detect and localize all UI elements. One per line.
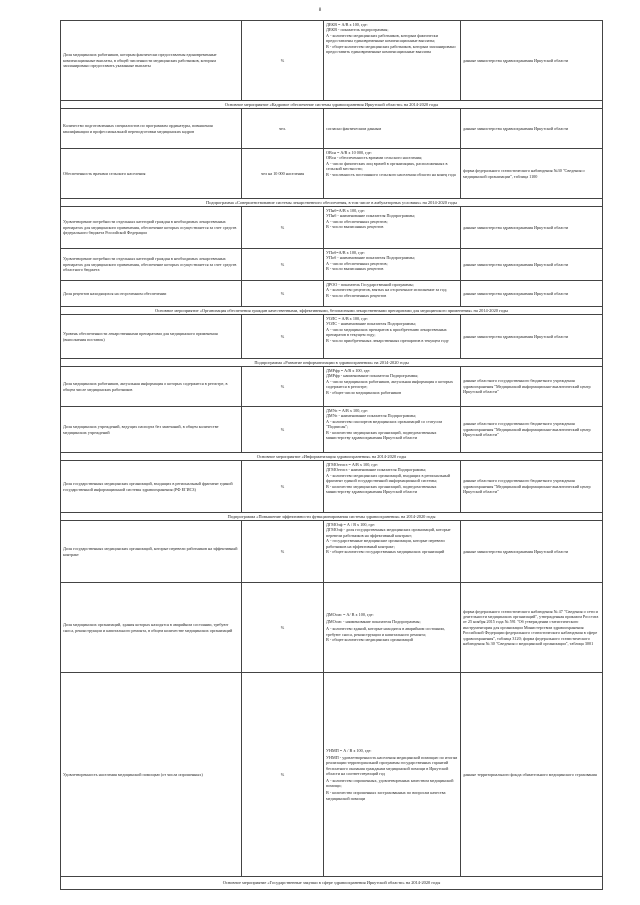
formula: ДГМОегисз = А/В х 100, где: ДГМОегисз - наименование показателя Подпрограммы; А - количество медицинских организаций, входящих в региональный фрагмент единой государственной информационной системы; В - количество медицинских организаций, подведомственных министерству здравоохранения Иркутской области [324, 461, 461, 512]
table-row [61, 281, 602, 307]
table-row [61, 461, 602, 513]
indicator-name: Удовлетворенность населения медицинской помощью (от числа опрошенных) [61, 673, 242, 876]
section-heading: Основное мероприятие «Информатизация здравоохранения» на 2014-2020 годы [61, 453, 602, 461]
formula: согласно фактическим данным [324, 109, 461, 148]
unit: % [242, 367, 324, 406]
indicator-name: Обеспеченность врачами сельского населения [61, 149, 242, 198]
formula: УОЛС = А/В х 100, где: УОЛС - наименование показателя Подпрограммы; А - число медицинских препаратов к приобретению лекарственных препаратов в текущем году; В - число приобретенных лекарственных препаратов в текущем году [324, 315, 461, 358]
unit: чел на 10 000 населения [242, 149, 324, 198]
indicator-name: Удовлетворение потребности отдельных категорий граждан в необходимых лекарственных препаратах для медицинского применения, обеспечение которых осуществляется за счет средств областного бюджета [61, 249, 242, 280]
data-source: данные областного государственного бюджетного учреждения здравоохранения "Медицинский информационно-аналитический центр Иркутской области" [463, 378, 591, 395]
data-source: форма федерального статистического наблюдения №30 "Сведения о медицинской организации", таблица 1100 [463, 168, 585, 179]
formula: ДМРфр = А/В х 100, где: ДМРфр - наименование показателя Подпрограммы; А - число медицинских работников, актуальная информация о которых содержится в регистре; В - общее число медицинских работников [324, 367, 461, 406]
indicator-name: Количество подготовленных специалистов по программам ординатуры, повышения квалификации и профессиональной переподготовки медицинских кадров [61, 109, 242, 148]
indicator-name: Доля медицинских работников, актуальная информация о которых содержится в регистре, в общем числе медицинских работников [61, 367, 242, 406]
indicator-name: Доля государственных медицинских организаций, входящих в региональный фрагмент единой государственной информационной системы здравоохранения (РФ ЕГИСЗ) [61, 461, 242, 512]
indicator-name: Уровень обеспеченности лекарственными препаратами для медицинского применения (выполнения поставок) [61, 315, 242, 358]
indicator-name: Доля медицинских организаций, здания которых находятся в аварийном состоянии, требуют сноса, реконструкции и капитального ремонта, в общем количестве медицинских организаций [61, 583, 242, 672]
unit: % [242, 673, 324, 876]
table-row [61, 367, 602, 407]
table-row [61, 21, 602, 101]
unit: % [242, 281, 324, 306]
data-source: данные министерства здравоохранения Иркутской области [463, 548, 569, 554]
section-heading: Основное мероприятие «Государственные закупки в сфере здравоохранения Иркутской области» на 2014-2020 годы [222, 880, 441, 886]
table-row [61, 149, 602, 199]
data-source: данные министерства здравоохранения Иркутской области [463, 333, 569, 339]
data-source: данные министерства здравоохранения Иркутской области [463, 261, 569, 267]
data-source: данные областного государственного бюджетного учреждения здравоохранения "Медицинский информационно-аналитический центр Иркутской области" [463, 421, 591, 438]
data-source: данные территориального фонда обязательного медицинского страхования [463, 771, 597, 777]
unit: % [242, 407, 324, 452]
data-source: данные областного государственного бюджетного учреждения здравоохранения "Медицинский информационно-аналитический центр Иркутской области" [463, 478, 591, 495]
table-row [61, 521, 602, 583]
unit: % [242, 583, 324, 672]
section-heading: Подпрограмма «Совершенствование системы лекарственного обеспечения, в том числе в амбулаторных условиях» на 2014-2020 годы [61, 199, 602, 207]
data-source: данные министерства здравоохранения Иркутской области [463, 290, 569, 296]
section-heading: Основное мероприятие «Организация обеспечения граждан качественными, эффективными, безопасными лекарственными препаратами для медицинского применения» на 2014-2020 годы [61, 307, 602, 315]
formula: УПнб=А/В х 100, где: УПнб - наименование показателя Подпрограммы; А - число обеспеченных рецептов; В - число выписанных рецептов [324, 207, 461, 248]
indicator-name: Доля государственных медицинских организаций, которые перевели работников на эффективный контракт [61, 521, 242, 582]
data-source: данные министерства здравоохранения Иркутской области [463, 224, 569, 230]
data-source: форма федерального статистического наблюдения № 47 "Сведения о сети и деятельности медицинских организаций", утвержденная приказом Росстата от 25 ноября 2015 года № 591 "Об утверждении статистического инструментария для организации Министерством здравоохранения Российской Федерации федерального статистического наблюдения в сфере здравоохранения", таблица 3120; форма федерального статистического наблюдения № 30 "Сведения о медицинской организации", таблица 3001 [463, 608, 599, 647]
unit: % [242, 461, 324, 512]
formula: ДРОО - показатель Государственной программы; А - количество рецептов, взятых на отсроченное исполнение за год; В - число обеспеченных рецептов [324, 281, 461, 306]
table-row [61, 583, 602, 673]
indicator-name: Доля медицинских учреждений, ведущих паспорта без замечаний, в общем количестве медицинских учреждений [61, 407, 242, 452]
data-source: данные министерства здравоохранения Иркутской области [463, 125, 569, 131]
table-row [61, 207, 602, 249]
table-row [61, 109, 602, 149]
unit: % [242, 521, 324, 582]
unit: % [242, 315, 324, 358]
data-source: данные министерства здравоохранения Иркутской области [463, 57, 569, 63]
unit: % [242, 207, 324, 248]
unit: чел. [242, 109, 324, 148]
formula: УПоб=А/В х 100, где: УПоб - наименование показателя Подпрограммы; А - число обеспеченных рецептов; В - число выписанных рецептов [324, 249, 461, 280]
formula: ДГМОэф = А / В х 100, где: ДГМОэф - доля государственных медицинских организаций, которые перевели работников на эффективный контракт; А - государственные медицинские организации, которые перевели работников на эффективный контракт; В - общее количество государственных медицинских организаций [324, 521, 461, 582]
table-row [61, 315, 602, 359]
indicator-table [60, 20, 603, 890]
formula: ДЕКВ = А/В х 100, где: ДЕКВ - показатель подпрограммы; А - количество медицинских работников, которым фактически предоставлены единовременные компенсационные выплаты; В - общее количество медицинских работников, которым запланировано предоставить единовременные компенсационные выплаты [324, 21, 461, 100]
section-heading: Основное мероприятие «Кадровое обеспечение системы здравоохранения Иркутской области» на 2014-2020 годы [61, 101, 602, 109]
formula: ОВсн = А/В х 10 000, где: ОВсн - обеспеченность врачами сельского населения; А - число физических лиц врачей в организациях, расположенных в сельской местности; В - численность постоянного сельского населения области на конец года [324, 149, 461, 198]
table-row [61, 407, 602, 453]
page-number: 8 [318, 8, 322, 13]
table-row [61, 673, 602, 877]
indicator-name: Доля медицинских работников, которым фактически предоставлены единовременные компенсационные выплаты, в общей численности медицинских работников, которым запланировано предоставить указанные выплаты [61, 21, 242, 100]
formula: ДМОсмс = А/ В х 100, где: ДМОсмс - наименование показателя Подпрограммы; А - количество зданий, которые находятся в аварийном состоянии, требуют сноса, реконструкции и капитального ремонта; В - общее количество медицинских организаций [324, 583, 461, 672]
unit: % [242, 21, 324, 100]
formula: УНМП = А / В х 100, где: УНМП - удовлетворенность населения медицинской помощью по итогам реализации территориальной программы государственных гарантий бесплатного оказания гражданам медицинской помощи в Иркутской области на соответствующий год А - количество опрошенных, удовлетворенных качеством медицинской помощи; В - количество опрошенных застрахованных по вопросам качества медицинской помощи [324, 673, 461, 876]
indicator-name: Доля рецептов находящихся на отсроченном обеспечении [61, 281, 242, 306]
section-heading: Подпрограмма «Повышение эффективности функционирования системы здравоохранения» на 2014-2020 годы [61, 513, 602, 521]
table-row [61, 249, 602, 281]
section-heading: Подпрограмма «Развитие информатизации в здравоохранении» на 2014-2020 годы [61, 359, 602, 367]
formula: ДМУп = А/В х 100, где: ДМУп - наименование показателя Подпрограммы; А - количество паспортов медицинских организаций со статусом "Подписан"; В - количество медицинских организаций, подведомственных министерству здравоохранения Иркутской области [324, 407, 461, 452]
unit: % [242, 249, 324, 280]
indicator-name: Удовлетворение потребности отдельных категорий граждан в необходимых лекарственных препаратах для медицинского применения, обеспечение которых осуществляется за счет средств федерального бюджета Российской Федерации [61, 207, 242, 248]
